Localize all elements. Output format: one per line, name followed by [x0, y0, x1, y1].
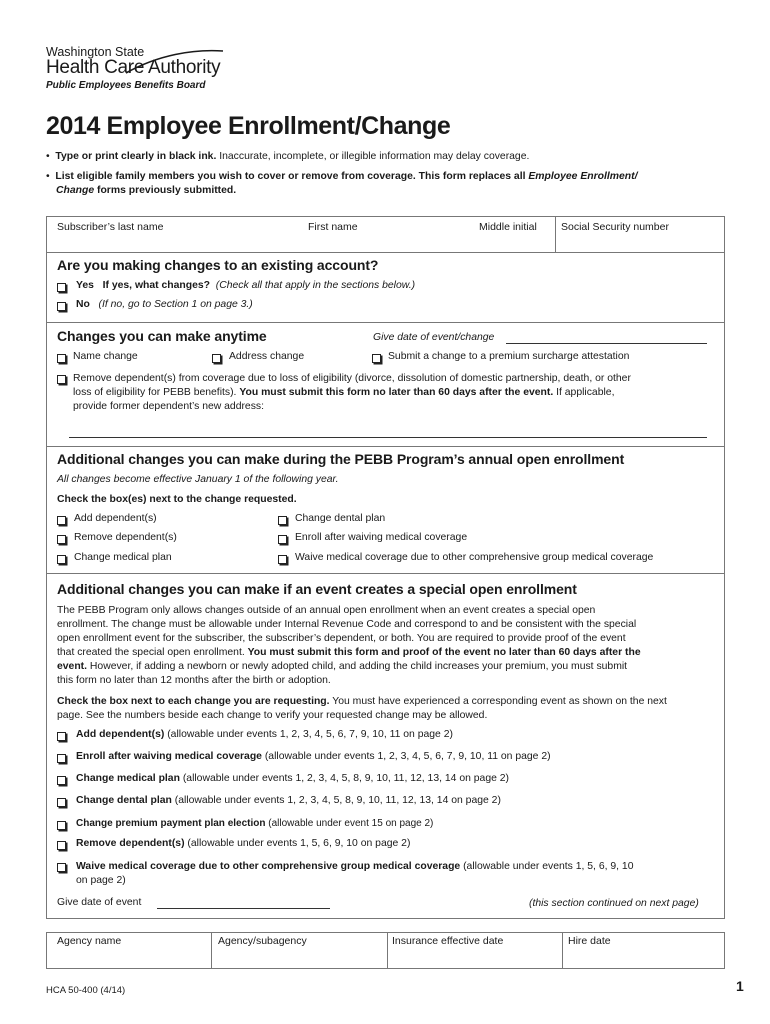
insurance-date-label: Insurance effective date — [392, 935, 504, 947]
special-paragraph-2: Check the box next to each change you are requesting. You must have experienced a corresponding event as shown on the next page. See the numbers beside each change to verify your requested change may be allowed. — [57, 696, 667, 721]
se-enroll-waiving-label: Enroll after waiving medical coverage (allowable under events 1, 2, 3, 4, 5, 6, 7, 9, 10, 11 on page 2) — [76, 751, 551, 762]
no-label: No (If no, go to Section 1 on page 3.) — [76, 299, 253, 310]
divider — [387, 932, 388, 969]
address-change-label: Address change — [229, 351, 305, 362]
oe-remove-dependent-checkbox[interactable] — [57, 535, 66, 544]
divider — [46, 252, 725, 253]
oe-remove-dependent-label: Remove dependent(s) — [74, 532, 177, 543]
subagency-field[interactable] — [213, 950, 385, 967]
open-enrollment-heading: Additional changes you can make during the PEBB Program’s annual open enrollment — [57, 451, 625, 467]
oe-enroll-waiving-label: Enroll after waiving medical coverage — [295, 532, 468, 543]
se-event-date-field[interactable] — [157, 908, 330, 909]
agency-name-label: Agency name — [57, 935, 122, 947]
divider — [46, 322, 725, 323]
oe-waive-medical-checkbox[interactable] — [278, 555, 287, 564]
remove-dependent-anytime-label: Remove dependent(s) from coverage due to loss of eligibility (divorce, dissolution of domestic partnership, death, or other loss of eligibility for PEBB benefits). You must submit this form no later than 60 days after the event. If applicable, provide former dependent’s new address: — [73, 373, 631, 412]
oe-change-dental-checkbox[interactable] — [278, 516, 287, 525]
se-add-dependent-checkbox[interactable] — [57, 732, 66, 741]
first-name-label: First name — [308, 221, 358, 233]
form-number: HCA 50-400 (4/14) — [46, 985, 126, 996]
oe-add-dependent-checkbox[interactable] — [57, 516, 66, 525]
subagency-label: Agency/subagency — [218, 935, 307, 947]
logo-line-3: Public Employees Benefits Board — [46, 80, 206, 91]
agency-name-field[interactable] — [48, 950, 209, 967]
logo-line-1: Washington State — [46, 45, 145, 59]
former-dependent-address-field[interactable] — [69, 437, 707, 438]
open-enrollment-effective: All changes become effective January 1 of the following year. — [57, 474, 339, 485]
logo-line-2: Health Care Authority — [46, 57, 221, 78]
se-change-dental-label: Change dental plan (allowable under events 1, 2, 3, 4, 5, 8, 9, 10, 11, 12, 13, 14 on page 2) — [76, 795, 501, 806]
middle-initial-field[interactable] — [475, 236, 553, 251]
first-name-field[interactable] — [300, 236, 470, 251]
special-paragraph-1: The PEBB Program only allows changes outside of an annual open enrollment when an event creates a special open enrollment. The change must be allowable under Internal Revenue Code and correspond to and be consistent with the special open enrollment event for the subscriber, the subscriber’s dependent, or both. You are required to provide proof of the event that created the special open enrollment. You must submit this form and proof of the event no later than 60 days after the event. However, if adding a newborn or newly adopted child, and adding the child increases your premium, you must submit this form no later than 12 months after the birth or adoption. — [57, 605, 641, 686]
yes-checkbox[interactable] — [57, 283, 66, 292]
surcharge-checkbox[interactable] — [372, 354, 381, 363]
event-date-field[interactable] — [506, 343, 707, 344]
anytime-heading: Changes you can make anytime — [57, 328, 267, 344]
oe-change-medical-label: Change medical plan — [74, 552, 172, 563]
oe-change-dental-label: Change dental plan — [295, 513, 386, 524]
oe-change-medical-checkbox[interactable] — [57, 555, 66, 564]
se-waive-medical-checkbox[interactable] — [57, 863, 66, 872]
instruction-2-cont: Change forms previously submitted. — [56, 185, 237, 196]
se-premium-payment-checkbox[interactable] — [57, 821, 66, 830]
se-change-dental-checkbox[interactable] — [57, 798, 66, 807]
se-remove-dependent-checkbox[interactable] — [57, 841, 66, 850]
middle-initial-label: Middle initial — [479, 221, 537, 233]
existing-account-heading: Are you making changes to an existing account? — [57, 257, 379, 273]
divider — [46, 573, 725, 574]
oe-add-dependent-label: Add dependent(s) — [74, 513, 157, 524]
address-change-checkbox[interactable] — [212, 354, 221, 363]
subscriber-last-name-label: Subscriber’s last name — [57, 221, 164, 233]
no-checkbox[interactable] — [57, 302, 66, 311]
ssn-label: Social Security number — [561, 221, 669, 233]
hire-date-label: Hire date — [568, 935, 611, 947]
name-change-checkbox[interactable] — [57, 354, 66, 363]
oe-enroll-waiving-checkbox[interactable] — [278, 535, 287, 544]
se-waive-medical-label: Waive medical coverage due to other comprehensive group medical coverage (allowable under events 1, 5, 6, 9, 10 on page 2) — [76, 861, 634, 886]
oe-waive-medical-label: Waive medical coverage due to other comprehensive group medical coverage — [295, 552, 654, 563]
hire-date-field[interactable] — [564, 950, 723, 967]
se-enroll-waiving-checkbox[interactable] — [57, 754, 66, 763]
se-premium-payment-label: Change premium payment plan election (allowable under event 15 on page 2) — [76, 818, 434, 829]
divider — [555, 216, 556, 253]
divider — [46, 446, 725, 447]
subscriber-last-name-field[interactable] — [48, 236, 298, 251]
ssn-field[interactable] — [558, 236, 722, 251]
special-heading: Additional changes you can make if an event creates a special open enrollment — [57, 581, 577, 597]
continued-note: (this section continued on next page) — [529, 898, 699, 909]
se-event-date-label: Give date of event — [57, 897, 142, 908]
yes-label: Yes If yes, what changes? (Check all that apply in the sections below.) — [76, 280, 416, 291]
instruction-2: • List eligible family members you wish to cover or remove from coverage. This form replaces all Employee Enrollment/ — [46, 171, 638, 182]
divider — [211, 932, 212, 969]
surcharge-label: Submit a change to a premium surcharge attestation — [388, 351, 630, 362]
instruction-1: • Type or print clearly in black ink. Inaccurate, incomplete, or illegible information may delay coverage. — [46, 151, 530, 162]
insurance-date-field[interactable] — [389, 950, 560, 967]
page-title: 2014 Employee Enrollment/Change — [46, 112, 451, 140]
se-change-medical-label: Change medical plan (allowable under events 1, 2, 3, 4, 5, 8, 9, 10, 11, 12, 13, 14 on page 2) — [76, 773, 510, 784]
page-number: 1 — [736, 978, 744, 994]
remove-dependent-anytime-checkbox[interactable] — [57, 375, 66, 384]
se-add-dependent-label: Add dependent(s) (allowable under events 1, 2, 3, 4, 5, 6, 7, 9, 10, 11 on page 2) — [76, 729, 453, 740]
divider — [562, 932, 563, 969]
se-remove-dependent-label: Remove dependent(s) (allowable under events 1, 5, 6, 9, 10 on page 2) — [76, 838, 411, 849]
open-enrollment-check-note: Check the box(es) next to the change requested. — [57, 494, 297, 505]
se-change-medical-checkbox[interactable] — [57, 776, 66, 785]
event-date-label: Give date of event/change — [373, 332, 495, 343]
name-change-label: Name change — [73, 351, 138, 362]
